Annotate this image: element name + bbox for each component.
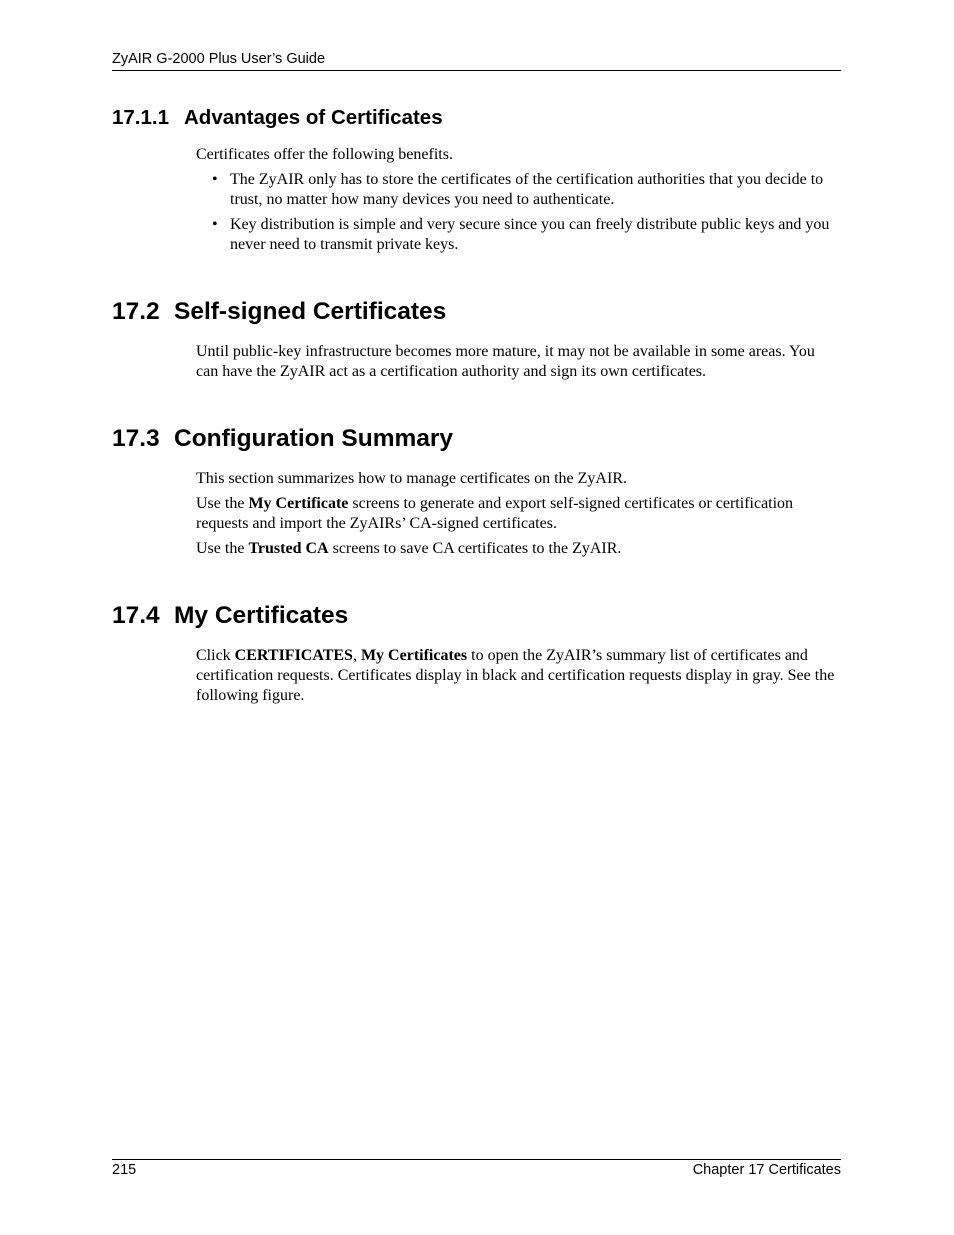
section-title: Self-signed Certificates <box>174 298 447 325</box>
section-number: 17.3 <box>112 425 160 452</box>
my-certificate-term: My Certificate <box>248 495 349 512</box>
trusted-ca-term: Trusted CA <box>248 540 329 557</box>
my-certificates-term: My Certificates <box>360 647 468 664</box>
my-certificates-body: Click CERTIFICATES, My Certificates to open the ZyAIR’s summary list of certificates and certification requests. Certificates display in black and certification requests display in gray. See the following figure. <box>196 647 835 704</box>
heading-configuration-summary <box>112 425 453 453</box>
self-signed-body: Until public-key infrastructure becomes more mature, it may not be available in some areas. You can have the ZyAIR act as a certification authority and sign its own certificates. <box>196 343 815 380</box>
guide-title: ZyAIR G-2000 Plus User’s Guide <box>112 51 326 67</box>
section-number: 17.4 <box>112 602 160 629</box>
section-number: 17.1.1 <box>112 106 169 129</box>
section-title: Configuration Summary <box>174 425 454 452</box>
page-number: 215 <box>112 1162 137 1178</box>
section-title: Advantages of Certificates <box>184 106 443 129</box>
config-summary-p3: Use the Trusted CA screens to save CA certificates to the ZyAIR. <box>196 540 622 557</box>
heading-my-certificates <box>112 602 348 630</box>
bullet-icon: • <box>212 216 218 233</box>
advantages-intro: Certificates offer the following benefits. <box>196 146 453 163</box>
list-item: • The ZyAIR only has to store the certificates of the certification authorities that you decide to trust, no matter how many devices you need to authenticate. <box>212 171 824 208</box>
bullet-icon: • <box>212 171 218 188</box>
running-footer <box>112 1159 841 1178</box>
config-summary-p2: Use the My Certificate screens to generate and export self-signed certificates or certification requests and import the ZyAIRs’ CA-signed certificates. <box>196 495 794 532</box>
running-header <box>112 51 841 71</box>
heading-advantages-of-certificates <box>112 106 443 130</box>
advantages-bullet-list <box>196 170 841 260</box>
heading-self-signed-certificates <box>112 298 446 326</box>
certificates-menu-term: CERTIFICATES <box>234 647 353 664</box>
section-number: 17.2 <box>112 298 160 325</box>
chapter-title: Chapter 17 Certificates <box>692 1162 841 1178</box>
list-item: • Key distribution is simple and very secure since you can freely distribute public keys and you never need to transmit private keys. <box>212 216 830 253</box>
section-title: My Certificates <box>174 602 349 629</box>
config-summary-p1: This section summarizes how to manage certificates on the ZyAIR. <box>196 470 627 487</box>
